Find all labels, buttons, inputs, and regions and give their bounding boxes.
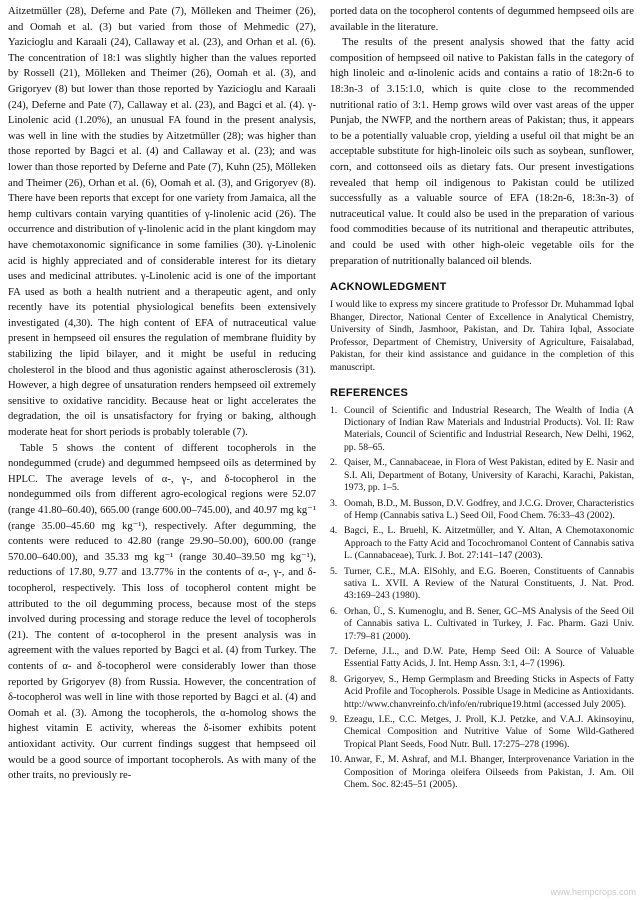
- reference-item: [330, 754, 634, 791]
- reference-number: 5.: [330, 565, 338, 577]
- reference-text: Anwar, F., M. Ashraf, and M.I. Bhanger, Interprovenance Variation in the Composition of Moringa oleifera Oilseeds from Pakistan, J. Am. Oil Chem. Soc. 82:45–51 (2005).: [344, 754, 634, 791]
- reference-number: 4.: [330, 525, 338, 537]
- reference-text: Council of Scientific and Industrial Research, The Wealth of India (A Dictionary of Indian Raw Materials and Industrial Products). Vol. II: Raw Materials, Council of Scientific and Industrial Research, New Delhi, 1962, pp. 58–65.: [344, 404, 634, 453]
- reference-text: Ezeagu, I.E., C.C. Metges, J. Proll, K.J. Petzke, and V.A.J. Akinsoyinu, Chemical Composition and Nutritive Value of Some Wild-Gathered Tropical Plant Seeds, Food Nutr. Bull. 17:275–278 (1996).: [344, 714, 634, 750]
- reference-number: 1.: [330, 404, 338, 416]
- reference-text: Oomah, B.D., M. Busson, D.V. Godfrey, and J.C.G. Drover, Characteristics of Hemp (Cannabis sativa L.) Seed Oil, Food Chem. 76:33–43 (2002).: [344, 497, 634, 521]
- body-paragraph: Table 5 shows the content of different tocopherols in the nondegummed (crude) and degummed hempseed oils as determined by HPLC. The average levels of α-, γ-, and δ-tocopherol in the nondegummed oils from different agro-ecological regions were 52.07 (range 41.80–60.40), 665.00 (range 600.00–745.00), and 40.97 mg kg⁻¹ (range 35.00–45.60 mg kg⁻¹), respectively. After degumming, the contents were reduced to 42.80 (range 29.90–50.00), 600.00 (range 570.00–640.00), and 35.33 mg kg⁻¹ (range 30.40–39.50 mg kg⁻¹), reductions of 17.80, 9.77 and 13.77% in the contents of α-, γ-, and δ-tocopherol, respectively. This loss of tocopherol content might be attributed to the oil degumming process, because most of the steps involved during processing and storage reduce the level of tocopherols (21). The content of α-tocopherol in the present analysis was in agreement with the values reported by Bagci et al. (4) from Turkey. The contents of α- and δ-tocopherol were considerably lower than those reported by Grigoryev (8) from Russia. However, the concentration of δ-tocopherol was well in line with those reported by Bagci et al. (4) and Oomah et al. (3). Among the tocopherols, the α-homolog shows the highest vitamin E activity, whereas the δ-isomer exhibits potent antioxidant activity. Our current findings suggest that hempseed oil would be a good source of important tocopherols. As with many of the other traits, no previously re-: [8, 442, 316, 782]
- reference-text: Deferne, J.L., and D.W. Pate, Hemp Seed Oil: A Source of Valuable Essential Fatty Acids, J. Int. Hemp Assn. 3:1, 4–7 (1996).: [344, 645, 634, 670]
- body-paragraph: Aitzetmüller (28), Deferne and Pate (7), Mölleken and Theimer (26), and Oomah et al. (3) but varied from those of Mehmedic (27), Yazicioglu and Karaali (24), Callaway et al. (23), and Orhan et al. (6). The concentration of 18:1 was slightly higher than the values reported by Rossell (21), Mölleken and Theimer (26), Oomah et al. (3), and Grigoryev (8) but lower than those reported by Yazicioglu and Karaali (24), Deferne and Pate (7), Callaway et al. (23), and Bagci et al. (4). γ-Linolenic acid (1.20%), an unusual FA found in the present analysis, was well in line with the studies by Aitzetmüller (28); was higher than those reported by Bagci et al. (4) and Callaway et al. (23); and was lower than those reported by Deferne and Pate (7), Kuhn (25), Mölleken and Theimer (26), Orhan et al. (6), Oomah et al. (3), and Grigoryev (8). There have been reports that except for one variety from Jamaica, all the hemp cultivars contain varying quantities of γ-linolenic acid (26). The occurrence and distribution of γ-linolenic acid in the plant kingdom may have chemotaxonomic significance in some families (30). γ-Linolenic acid is highly appreciated and of considerable interest for its dietary uses and medicinal attributes. γ-Linolenic acid is one of the important FA used as both a health nutrient and a therapeutic agent, and only recently have its potential physiological benefits been extensively investigated (4,30). The high content of EFA of nutraceutical value present in hempseed oil ensures the regulation of membrane fluidity by stabilizing the lipid bilayer, and it might be useful in reducing cholesterol in the blood and thus agonistic against atherosclerosis (31). However, a high degree of unsaturation renders hempseed oil extremely sensitive to oxidative rancidity. Because heat or light accelerates the degradation, the oil is unsatisfactory for frying or baking, although moderate heat for short periods is probably tolerable (7).: [8, 6, 316, 439]
- acknowledgment-heading: ACKNOWLEDGMENT: [330, 281, 447, 294]
- reference-number: 2.: [330, 457, 338, 469]
- left-column: [8, 4, 316, 784]
- reference-text: Grigoryev, S., Hemp Germplasm and Breeding Sticks in Aspects of Fatty Acid Profile and Tocopherols. Possible Usage in Medicine as Antioxidants. http://www.chanvreinfo.ch/info/en/rubrique19.html (accessed July 2005).: [344, 673, 634, 710]
- reference-text: Bagci, E., L. Bruehl, K. Aitzetmüller, and Y. Altan, A Chemotaxonomic Approach to the Fatty Acid and Tocochromanol Content of Cannabis sativa L. (Cannabaceae), Turk. J. Bot. 27:141–147 (2003).: [344, 525, 634, 562]
- references-heading: REFERENCES: [330, 386, 409, 399]
- reference-item: [330, 646, 634, 671]
- reference-number: 9.: [330, 714, 338, 725]
- body-paragraph: ported data on the tocopherol contents of degummed hempseed oils are available in the literature.: [330, 6, 634, 33]
- acknowledgment-text: I would like to express my sincere gratitude to Professor Dr. Muhammad Iqbal Bhanger, Director, National Center of Excellence in Analytical Chemistry, University of Sindh, Jasmhoor, Pakistan, and Dr. Tahira Iqbal, Associate Professor, Department of Chemistry, University of Agriculture, Faisalabad, Pakistan, for their kind assistance and guidance in the completion of this manuscript.: [330, 299, 634, 374]
- reference-item: [330, 674, 634, 711]
- body-paragraph: The results of the present analysis showed that the fatty acid composition of hempseed oil native to Pakistan falls in the category of high linoleic and α-linolenic acids and contains a ratio of 18:2n-6 to 18:3n-3 of 3.15:1.0, which is quite close to the recommended nutritional ratio of 3:1. Hemp grows wild over vast areas of the upper Punjab, the NWFP, and the northern areas of Pakistan; thus, it appears to be a potentially valuable crop, yielding a useful oil that might be an acceptable substitute for high-linoleic oils such as soybean, sunflower, corn, and cottonseed oils as dietary fats. Our present investigations revealed that hemp oil indigenous to Pakistan could be utilized successfully as a valuable source of EFA (18:2n-6, 18:3n-3) of nutraceutical value. It could also be used in the preparation of various food commodities because of its nutritional and therapeutic attributes, and could be used with other high-oleic vegetable oils for the preparation of nutritionally balanced oil blends.: [330, 37, 634, 267]
- reference-item: [330, 606, 634, 643]
- reference-item: [330, 525, 634, 562]
- reference-number: 7.: [330, 645, 338, 657]
- reference-item: [330, 498, 634, 523]
- reference-text: Qaiser, M., Cannabaceae, in Flora of West Pakistan, edited by E. Nasir and S.I. Ali, Department of Botany, University of Karachi, Karachi, Pakistan, 1973, pp. 1–5.: [344, 457, 634, 494]
- reference-number: 6.: [330, 605, 338, 617]
- reference-list: [330, 405, 634, 792]
- reference-item: [330, 566, 634, 603]
- reference-text: Turner, C.E., M.A. ElSohly, and E.G. Boeren, Constituents of Cannabis sativa L. XVII. A Review of the Natural Constituents, J. Nat. Prod. 43:169–243 (1980).: [344, 565, 634, 602]
- right-column: [330, 4, 634, 794]
- reference-number: 10.: [330, 754, 342, 766]
- reference-number: 8.: [330, 673, 338, 685]
- reference-item: [330, 405, 634, 455]
- reference-item: [330, 714, 634, 751]
- reference-number: 3.: [330, 497, 338, 509]
- reference-text: Orhan, Ü., S. Kumenoglu, and B. Sener, GC–MS Analysis of the Seed Oil of Cannabis sativa L. Cultivated in Turkey, J. Fac. Pharm. Gazi Univ. 17:79–81 (2000).: [344, 605, 634, 642]
- reference-item: [330, 457, 634, 494]
- watermark-text: www.hempcrops.com: [550, 887, 636, 897]
